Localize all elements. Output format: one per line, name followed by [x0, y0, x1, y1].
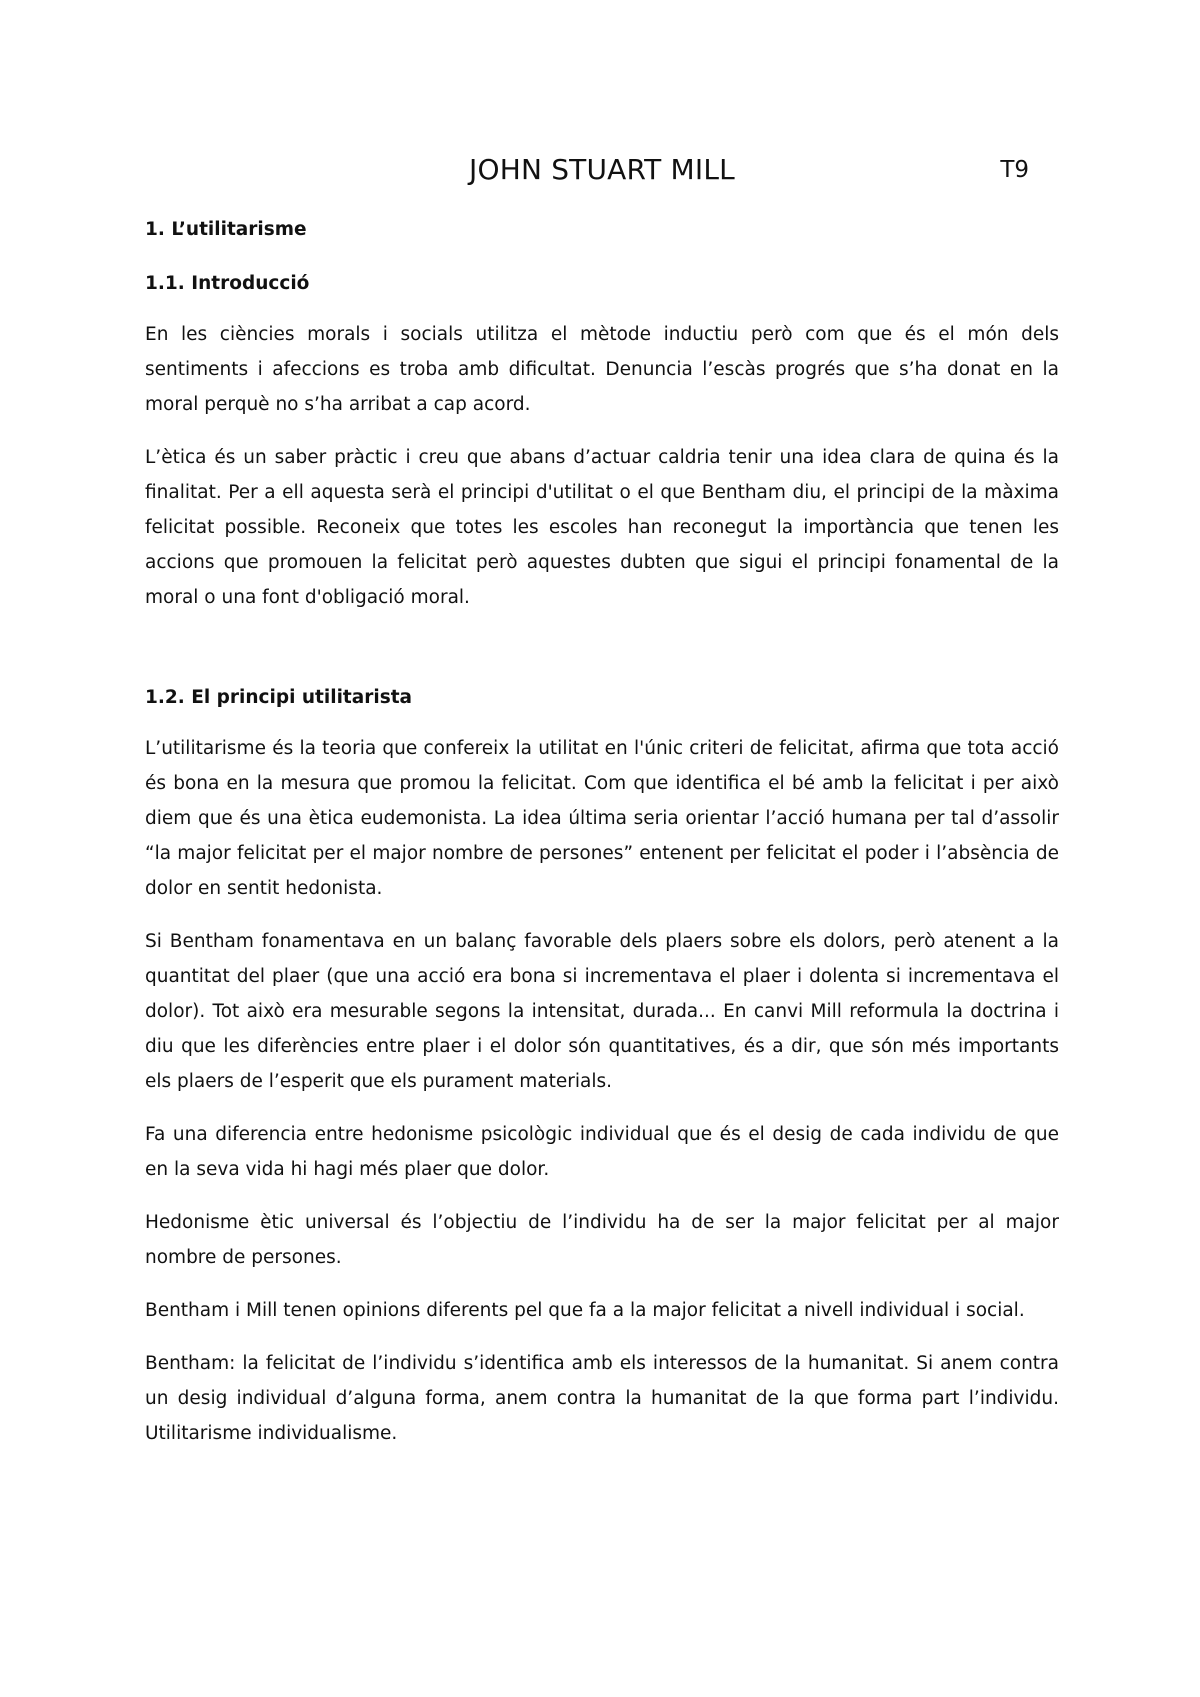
- document-title: JOHN STUART MILL: [469, 153, 735, 186]
- title-row: [145, 150, 1059, 190]
- paragraph: Fa una diferencia entre hedonisme psicològic individual que és el desig de cada individu de que en la seva vida hi hagi més plaer que dolor.: [145, 1124, 1059, 1180]
- paragraph: Bentham i Mill tenen opinions diferents pel que fa a la major felicitat a nivell individual i social.: [145, 1300, 1025, 1321]
- subsection-heading-principi-utilitarista: 1.2. El principi utilitarista: [145, 687, 413, 708]
- paragraph: Hedonisme ètic universal és l’objectiu de l’individu ha de ser la major felicitat per al major nombre de persones.: [145, 1212, 1059, 1268]
- paragraph: Bentham: la felicitat de l’individu s’identifica amb els interessos de la humanitat. Si anem contra un desig individual d’alguna forma, anem contra la humanitat de la que forma part l’individu. Utilitarisme individualisme.: [145, 1353, 1059, 1444]
- document-body: [145, 217, 1059, 1469]
- paragraph: Si Bentham fonamentava en un balanç favorable dels plaers sobre els dolors, però atenent a la quantitat del plaer (que una acció era bona si incrementava el plaer i dolenta si incrementava el dolor). Tot això era mesurable segons la intensitat, durada... En canvi Mill reformula la doctrina i diu que les diferències entre plaer i el dolor són quantitatives, és a dir, que són més importants els plaers de l’esperit que els purament materials.: [145, 931, 1059, 1092]
- paragraph: En les ciències morals i socials utilitza el mètode inductiu però com que és el món dels sentiments i afeccions es troba amb dificultat. Denuncia l’escàs progrés que s’ha donat en la moral perquè no s’ha arribat a cap acord.: [145, 324, 1059, 415]
- topic-code: T9: [1000, 157, 1029, 183]
- section-heading-utilitarisme: 1. L’utilitarisme: [145, 219, 307, 240]
- paragraph: L’utilitarisme és la teoria que confereix la utilitat en l'únic criteri de felicitat, afirma que tota acció és bona en la mesura que promou la felicitat. Com que identifica el bé amb la felicitat i per això diem que és una ètica eudemonista. La idea última seria orientar l’acció humana per tal d’assolir “la major felicitat per el major nombre de persones” entenent per felicitat el poder i l’absència de dolor en sentit hedonista.: [145, 738, 1059, 899]
- paragraph: L’ètica és un saber pràctic i creu que abans d’actuar caldria tenir una idea clara de quina és la finalitat. Per a ell aquesta serà el principi d'utilitat o el que Bentham diu, el principi de la màxima felicitat possible. Reconeix que totes les escoles han reconegut la importància que tenen les accions que promouen la felicitat però aquestes dubten que sigui el principi fonamental de la moral o una font d'obligació moral.: [145, 447, 1059, 608]
- document-page: [145, 0, 1059, 1697]
- subsection-heading-introduccio: 1.1. Introducció: [145, 273, 310, 294]
